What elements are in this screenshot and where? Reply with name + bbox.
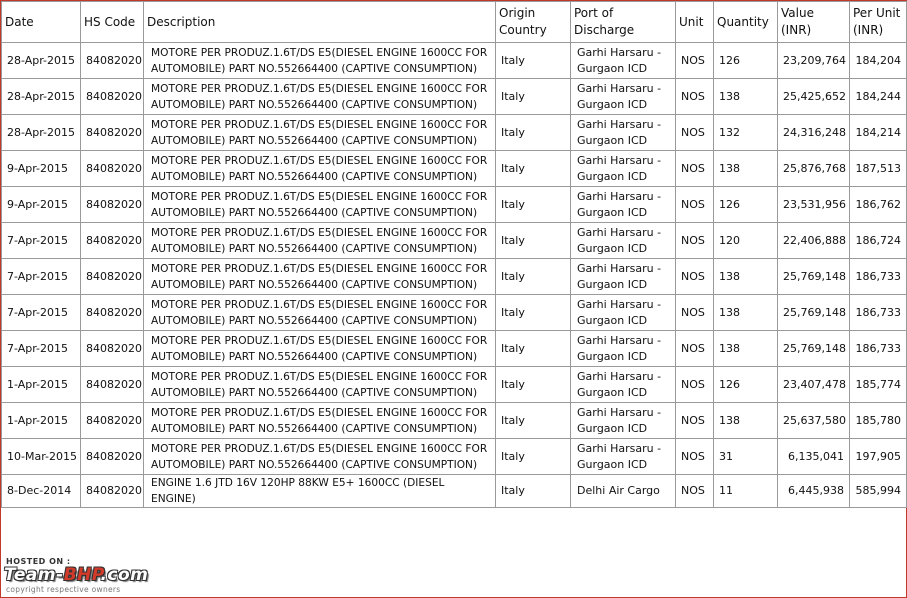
cell-origin-country: Italy: [496, 115, 571, 151]
cell-port: Garhi Harsaru - Gurgaon ICD: [571, 367, 676, 403]
watermark-hosted-label: HOSTED ON :: [6, 557, 71, 566]
cell-date: 10-Mar-2015: [2, 439, 81, 475]
cell-hs-code: 84082020: [81, 79, 144, 115]
cell-hs-code: 84082020: [81, 151, 144, 187]
cell-hs-code: 84082020: [81, 475, 144, 508]
cell-description: MOTORE PER PRODUZ.1.6T/DS E5(DIESEL ENGINE 1600CC FOR AUTOMOBILE) PART NO.552664400 (CAPTIVE CONSUMPTION): [144, 187, 496, 223]
cell-origin-country: Italy: [496, 151, 571, 187]
cell-description: MOTORE PER PRODUZ.1.6T/DS E5(DIESEL ENGINE 1600CC FOR AUTOMOBILE) PART NO.552664400 (CAPTIVE CONSUMPTION): [144, 223, 496, 259]
cell-unit: NOS: [676, 115, 714, 151]
cell-quantity: 138: [714, 295, 778, 331]
cell-per-unit: 186,733: [850, 259, 907, 295]
cell-value: 22,406,888: [778, 223, 850, 259]
cell-description: MOTORE PER PRODUZ.1.6T/DS E5(DIESEL ENGINE 1600CC FOR AUTOMOBILE) PART NO.552664400 (CAPTIVE CONSUMPTION): [144, 439, 496, 475]
cell-hs-code: 84082020: [81, 259, 144, 295]
cell-port: Garhi Harsaru - Gurgaon ICD: [571, 295, 676, 331]
table-row: [2, 295, 907, 331]
cell-port: Garhi Harsaru - Gurgaon ICD: [571, 43, 676, 79]
cell-unit: NOS: [676, 331, 714, 367]
table-row: [2, 43, 907, 79]
cell-unit: NOS: [676, 259, 714, 295]
cell-quantity: 126: [714, 43, 778, 79]
cell-description: MOTORE PER PRODUZ.1.6T/DS E5(DIESEL ENGINE 1600CC FOR AUTOMOBILE) PART NO.552664400 (CAPTIVE CONSUMPTION): [144, 331, 496, 367]
logo-text-accent: BHP: [63, 565, 101, 585]
cell-origin-country: Italy: [496, 367, 571, 403]
table-row: [2, 223, 907, 259]
cell-hs-code: 84082020: [81, 367, 144, 403]
cell-date: 7-Apr-2015: [2, 223, 81, 259]
cell-origin-country: Italy: [496, 79, 571, 115]
cell-unit: NOS: [676, 403, 714, 439]
cell-value: 25,425,652: [778, 79, 850, 115]
cell-value: 23,209,764: [778, 43, 850, 79]
cell-per-unit: 585,994: [850, 475, 907, 508]
col-header-per-unit: Per Unit (INR): [850, 2, 907, 43]
cell-value: 25,876,768: [778, 151, 850, 187]
cell-quantity: 138: [714, 403, 778, 439]
cell-value: 23,407,478: [778, 367, 850, 403]
cell-value: 6,135,041: [778, 439, 850, 475]
cell-hs-code: 84082020: [81, 223, 144, 259]
cell-unit: NOS: [676, 151, 714, 187]
cell-port: Garhi Harsaru - Gurgaon ICD: [571, 403, 676, 439]
cell-unit: NOS: [676, 367, 714, 403]
cell-origin-country: Italy: [496, 187, 571, 223]
cell-quantity: 138: [714, 151, 778, 187]
cell-hs-code: 84082020: [81, 43, 144, 79]
hosted-on-watermark: [4, 557, 194, 595]
cell-date: 1-Apr-2015: [2, 367, 81, 403]
cell-date: 28-Apr-2015: [2, 115, 81, 151]
cell-per-unit: 186,724: [850, 223, 907, 259]
cell-value: 23,531,956: [778, 187, 850, 223]
col-header-quantity: Quantity: [714, 2, 778, 43]
cell-quantity: 126: [714, 367, 778, 403]
logo-text-tail: .com: [100, 565, 149, 585]
cell-per-unit: 184,204: [850, 43, 907, 79]
cell-quantity: 31: [714, 439, 778, 475]
cell-per-unit: 184,214: [850, 115, 907, 151]
cell-origin-country: Italy: [496, 223, 571, 259]
cell-per-unit: 185,774: [850, 367, 907, 403]
table-row: [2, 151, 907, 187]
cell-date: 1-Apr-2015: [2, 403, 81, 439]
cell-description: MOTORE PER PRODUZ.1.6T/DS E5(DIESEL ENGINE 1600CC FOR AUTOMOBILE) PART NO.552664400 (CAPTIVE CONSUMPTION): [144, 295, 496, 331]
table-row: [2, 475, 907, 508]
header-row: [2, 2, 907, 43]
cell-description: MOTORE PER PRODUZ.1.6T/DS E5(DIESEL ENGINE 1600CC FOR AUTOMOBILE) PART NO.552664400 (CAPTIVE CONSUMPTION): [144, 79, 496, 115]
cell-value: 6,445,938: [778, 475, 850, 508]
cell-unit: NOS: [676, 295, 714, 331]
table-row: [2, 439, 907, 475]
cell-port: Delhi Air Cargo: [571, 475, 676, 508]
cell-origin-country: Italy: [496, 475, 571, 508]
col-header-port: Port of Discharge: [571, 2, 676, 43]
cell-description: ENGINE 1.6 JTD 16V 120HP 88KW E5+ 1600CC (DIESEL ENGINE): [144, 475, 496, 508]
table-row: [2, 115, 907, 151]
table-row: [2, 187, 907, 223]
cell-per-unit: 184,244: [850, 79, 907, 115]
cell-unit: NOS: [676, 223, 714, 259]
cell-date: 7-Apr-2015: [2, 259, 81, 295]
cell-date: 9-Apr-2015: [2, 151, 81, 187]
table-row: [2, 259, 907, 295]
cell-description: MOTORE PER PRODUZ.1.6T/DS E5(DIESEL ENGINE 1600CC FOR AUTOMOBILE) PART NO.552664400 (CAPTIVE CONSUMPTION): [144, 367, 496, 403]
cell-port: Garhi Harsaru - Gurgaon ICD: [571, 79, 676, 115]
col-header-date: Date: [2, 2, 81, 43]
cell-description: MOTORE PER PRODUZ.1.6T/DS E5(DIESEL ENGINE 1600CC FOR AUTOMOBILE) PART NO.552664400 (CAPTIVE CONSUMPTION): [144, 151, 496, 187]
table-row: [2, 331, 907, 367]
cell-port: Garhi Harsaru - Gurgaon ICD: [571, 151, 676, 187]
cell-quantity: 138: [714, 79, 778, 115]
cell-quantity: 138: [714, 259, 778, 295]
cell-origin-country: Italy: [496, 403, 571, 439]
cell-port: Garhi Harsaru - Gurgaon ICD: [571, 223, 676, 259]
cell-hs-code: 84082020: [81, 331, 144, 367]
cell-date: 9-Apr-2015: [2, 187, 81, 223]
watermark-copyright: copyright respective owners: [6, 585, 121, 594]
cell-port: Garhi Harsaru - Gurgaon ICD: [571, 259, 676, 295]
logo-text-main: Team-: [4, 565, 64, 585]
cell-origin-country: Italy: [496, 43, 571, 79]
import-data-table: [1, 1, 907, 508]
cell-quantity: 138: [714, 331, 778, 367]
table-row: [2, 367, 907, 403]
cell-unit: NOS: [676, 187, 714, 223]
cell-unit: NOS: [676, 475, 714, 508]
cell-port: Garhi Harsaru - Gurgaon ICD: [571, 439, 676, 475]
cell-value: 25,769,148: [778, 295, 850, 331]
cell-per-unit: 186,762: [850, 187, 907, 223]
cell-hs-code: 84082020: [81, 403, 144, 439]
cell-per-unit: 186,733: [850, 295, 907, 331]
cell-unit: NOS: [676, 79, 714, 115]
cell-unit: NOS: [676, 439, 714, 475]
cell-description: MOTORE PER PRODUZ.1.6T/DS E5(DIESEL ENGINE 1600CC FOR AUTOMOBILE) PART NO.552664400 (CAPTIVE CONSUMPTION): [144, 259, 496, 295]
cell-origin-country: Italy: [496, 259, 571, 295]
team-bhp-logo: [4, 565, 148, 585]
cell-origin-country: Italy: [496, 331, 571, 367]
cell-date: 8-Dec-2014: [2, 475, 81, 508]
cell-hs-code: 84082020: [81, 439, 144, 475]
cell-value: 25,769,148: [778, 331, 850, 367]
cell-quantity: 126: [714, 187, 778, 223]
col-header-value: Value (INR): [778, 2, 850, 43]
cell-value: 25,769,148: [778, 259, 850, 295]
table-row: [2, 403, 907, 439]
cell-hs-code: 84082020: [81, 295, 144, 331]
cell-value: 25,637,580: [778, 403, 850, 439]
col-header-description: Description: [144, 2, 496, 43]
cell-per-unit: 185,780: [850, 403, 907, 439]
cell-unit: NOS: [676, 43, 714, 79]
cell-date: 28-Apr-2015: [2, 79, 81, 115]
cell-port: Garhi Harsaru - Gurgaon ICD: [571, 115, 676, 151]
cell-hs-code: 84082020: [81, 187, 144, 223]
cell-quantity: 11: [714, 475, 778, 508]
cell-description: MOTORE PER PRODUZ.1.6T/DS E5(DIESEL ENGINE 1600CC FOR AUTOMOBILE) PART NO.552664400 (CAPTIVE CONSUMPTION): [144, 43, 496, 79]
cell-origin-country: Italy: [496, 295, 571, 331]
cell-per-unit: 197,905: [850, 439, 907, 475]
cell-port: Garhi Harsaru - Gurgaon ICD: [571, 331, 676, 367]
col-header-hs-code: HS Code: [81, 2, 144, 43]
table-row: [2, 79, 907, 115]
cell-per-unit: 186,733: [850, 331, 907, 367]
cell-origin-country: Italy: [496, 439, 571, 475]
cell-hs-code: 84082020: [81, 115, 144, 151]
col-header-origin-country: Origin Country: [496, 2, 571, 43]
cell-port: Garhi Harsaru - Gurgaon ICD: [571, 187, 676, 223]
cell-date: 28-Apr-2015: [2, 43, 81, 79]
col-header-unit: Unit: [676, 2, 714, 43]
cell-quantity: 132: [714, 115, 778, 151]
cell-date: 7-Apr-2015: [2, 331, 81, 367]
cell-date: 7-Apr-2015: [2, 295, 81, 331]
cell-per-unit: 187,513: [850, 151, 907, 187]
cell-value: 24,316,248: [778, 115, 850, 151]
cell-description: MOTORE PER PRODUZ.1.6T/DS E5(DIESEL ENGINE 1600CC FOR AUTOMOBILE) PART NO.552664400 (CAPTIVE CONSUMPTION): [144, 403, 496, 439]
cell-description: MOTORE PER PRODUZ.1.6T/DS E5(DIESEL ENGINE 1600CC FOR AUTOMOBILE) PART NO.552664400 (CAPTIVE CONSUMPTION): [144, 115, 496, 151]
cell-quantity: 120: [714, 223, 778, 259]
